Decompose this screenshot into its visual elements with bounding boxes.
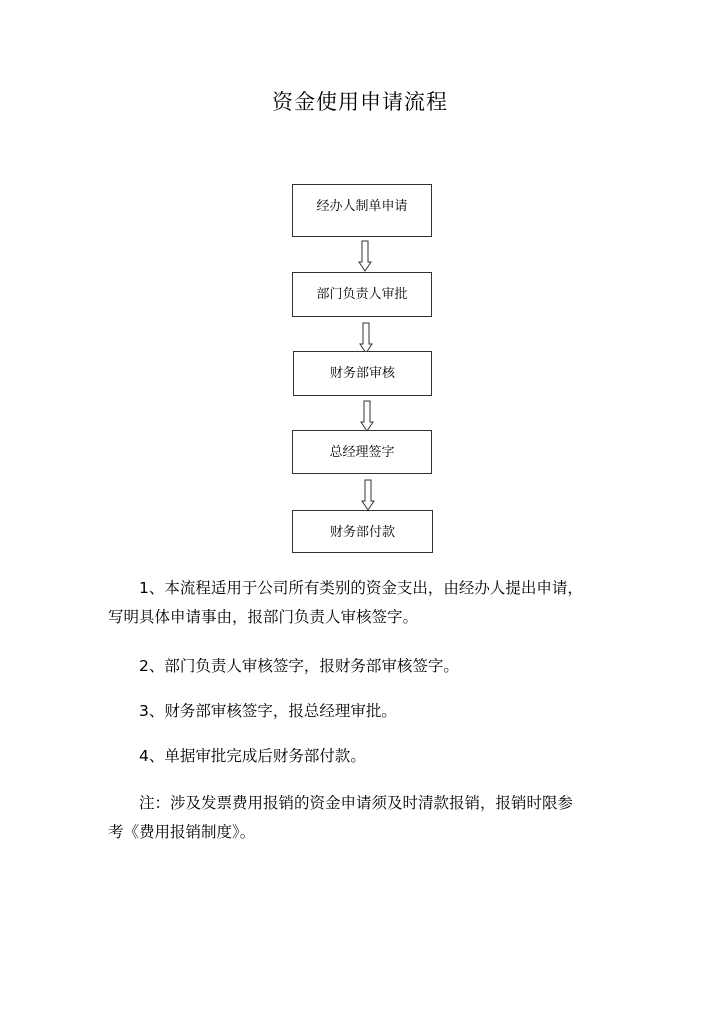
down-arrow-icon — [361, 479, 375, 511]
flow-step-label: 财务部审核 — [329, 366, 395, 381]
flow-step-label: 总经理签字 — [329, 445, 395, 460]
paragraph-2-line: 2、部门负责人审核签字，报财务部审核签字。 — [139, 657, 459, 675]
paragraph-1 — [108, 574, 638, 632]
flow-step-finance-payment — [292, 510, 433, 553]
paragraph-1-line-2: 写明具体申请事由，报部门负责人审核签字。 — [108, 608, 419, 626]
flow-step-gm-signature — [292, 430, 432, 474]
flow-step-finance-review — [293, 351, 432, 396]
paragraph-3-line: 3、财务部审核签字，报总经理审批。 — [139, 702, 397, 720]
paragraph-4-line: 4、单据审批完成后财务部付款。 — [139, 747, 366, 765]
flow-step-label: 经办人制单申请 — [316, 199, 408, 214]
paragraph-3 — [108, 697, 638, 726]
page-title: 资金使用申请流程 — [272, 90, 448, 114]
flow-step-department-approval — [292, 272, 432, 317]
down-arrow-icon — [358, 240, 372, 272]
down-arrow-icon — [360, 400, 374, 432]
note-line-1: 注：涉及发票费用报销的资金申请须及时清款报销，报销时限参 — [139, 794, 574, 812]
paragraph-4 — [108, 742, 638, 771]
down-arrow-icon — [359, 322, 373, 354]
flow-step-applicant-request — [292, 184, 432, 237]
note-paragraph — [108, 789, 638, 847]
flow-step-label: 部门负责人审批 — [316, 287, 408, 302]
paragraph-1-line-1: 1、本流程适用于公司所有类别的资金支出，由经办人提出申请， — [139, 579, 583, 597]
paragraph-2 — [108, 652, 638, 681]
note-line-2: 考《费用报销制度》。 — [108, 823, 256, 841]
flow-step-label: 财务部付款 — [329, 525, 395, 540]
